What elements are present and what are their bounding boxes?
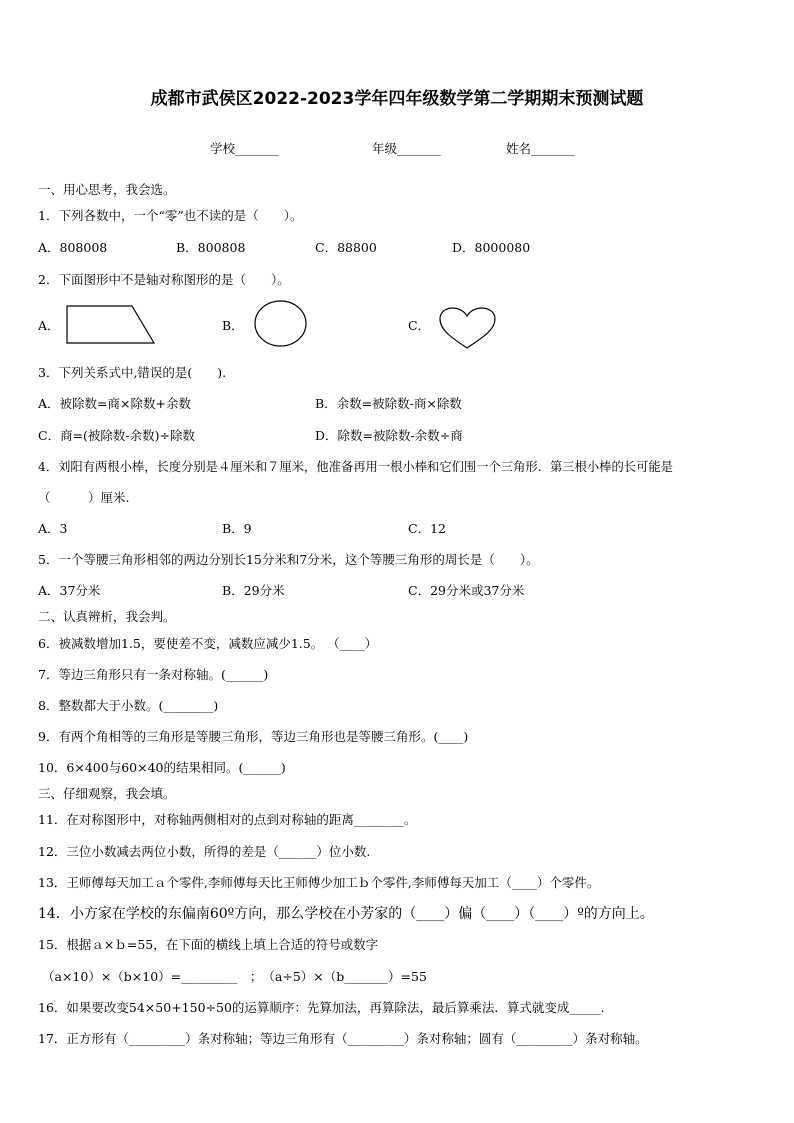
circle-icon [254,300,308,348]
question-3-stem: 3．下列关系式中,错误的是( ). [38,365,227,380]
question-7: 7．等边三角形只有一条对称轴。(______) [38,667,269,682]
section-heading-2: 二、认真辨析，我会判。 [38,609,176,624]
question-3-option-c[interactable]: C．商=(被除数-余数)÷除数 [38,428,195,443]
question-3-option-a[interactable]: A．被除数=商×除数+余数 [38,396,191,411]
section-heading-3: 三、仔细观察，我会填。 [38,786,176,801]
question-4-stem: 4．刘阳有两根小棒，长度分别是４厘米和７厘米，他准备再用一根小棒和它们围一个三角形．第三根小棒的长可能是 [38,460,673,474]
question-5-stem: 5．一个等腰三角形相邻的两边分别长15分米和7分米，这个等腰三角形的周长是（ ）。 [38,552,539,567]
question-15-blanks: （a×10）×（b×10）=_________ ； （a÷5）×（b_______）=55 [42,969,427,984]
question-4-stem-continued: （ ）厘米. [38,490,130,505]
question-9: 9．有两个角相等的三角形是等腰三角形，等边三角形也是等腰三角形。(____) [38,729,469,744]
question-1-option-b[interactable]: B．800808 [176,240,246,255]
question-4-option-c[interactable]: C．12 [408,521,446,536]
question-6: 6．被减数增加1.5，要使差不变，减数应减少1.5。 （____） [38,636,378,651]
page-title: 成都市武侯区2022-2023学年四年级数学第二学期期末预测试题 [150,89,644,109]
question-8: 8．整数都大于小数。(________) [38,698,219,713]
question-5-option-b[interactable]: B．29分米 [222,583,285,598]
trapezoid-icon [66,305,156,345]
question-16: 16．如果要改变54×50+150÷50的运算顺序：先算加法，再算除法，最后算乘法．算式就变成_____. [38,1000,605,1015]
question-4-option-b[interactable]: B．9 [222,521,252,536]
question-1-option-d[interactable]: D．8000080 [452,240,531,255]
question-1-option-a[interactable]: A．808008 [38,240,108,255]
question-2-stem: 2．下面图形中不是轴对称图形的是（ ）。 [38,272,290,287]
question-1-option-c[interactable]: C．88800 [315,240,377,255]
heart-icon [438,306,498,350]
question-14: 14．小方家在学校的东偏南60º方向，那么学校在小芳家的（____）偏（____）（____）º的方向上。 [38,906,654,922]
question-2-option-a[interactable]: A． [38,318,60,333]
school-field[interactable]: 学校_______ [210,141,279,156]
question-17: 17．正方形有（_________）条对称轴；等边三角形有（_________）条对称轴；圆有（_________）条对称轴。 [38,1031,648,1046]
grade-field[interactable]: 年级_______ [372,141,441,156]
question-3-option-d[interactable]: D．除数=被除数-余数÷商 [315,428,463,443]
question-11: 11．在对称图形中，对称轴两侧相对的点到对称轴的距离________。 [38,812,417,827]
question-5-option-c[interactable]: C．29分米或37分米 [408,583,525,598]
question-3-option-b[interactable]: B．余数=被除数-商×除数 [315,396,462,411]
question-15-stem: 15．根据ａ×ｂ=55，在下面的横线上填上合适的符号或数字 [38,937,379,952]
question-10: 10．6×400与60×40的结果相同。(______) [38,760,286,775]
question-2-option-b[interactable]: B． [222,318,244,333]
question-2-option-c[interactable]: C． [408,318,431,333]
section-heading-1: 一、用心思考，我会选。 [38,182,176,197]
question-4-option-a[interactable]: A．3 [38,521,68,536]
question-5-option-a[interactable]: A．37分米 [38,583,101,598]
name-field[interactable]: 姓名_______ [506,141,575,156]
question-1-stem: 1．下列各数中，一个“零”也不读的是（ ）。 [38,208,303,223]
question-13: 13．王师傅每天加工ａ个零件,李师傅每天比王师傅少加工ｂ个零件,李师傅每天加工（____）个零件。 [38,875,600,890]
question-12: 12．三位小数减去两位小数，所得的差是（______）位小数. [38,844,371,859]
